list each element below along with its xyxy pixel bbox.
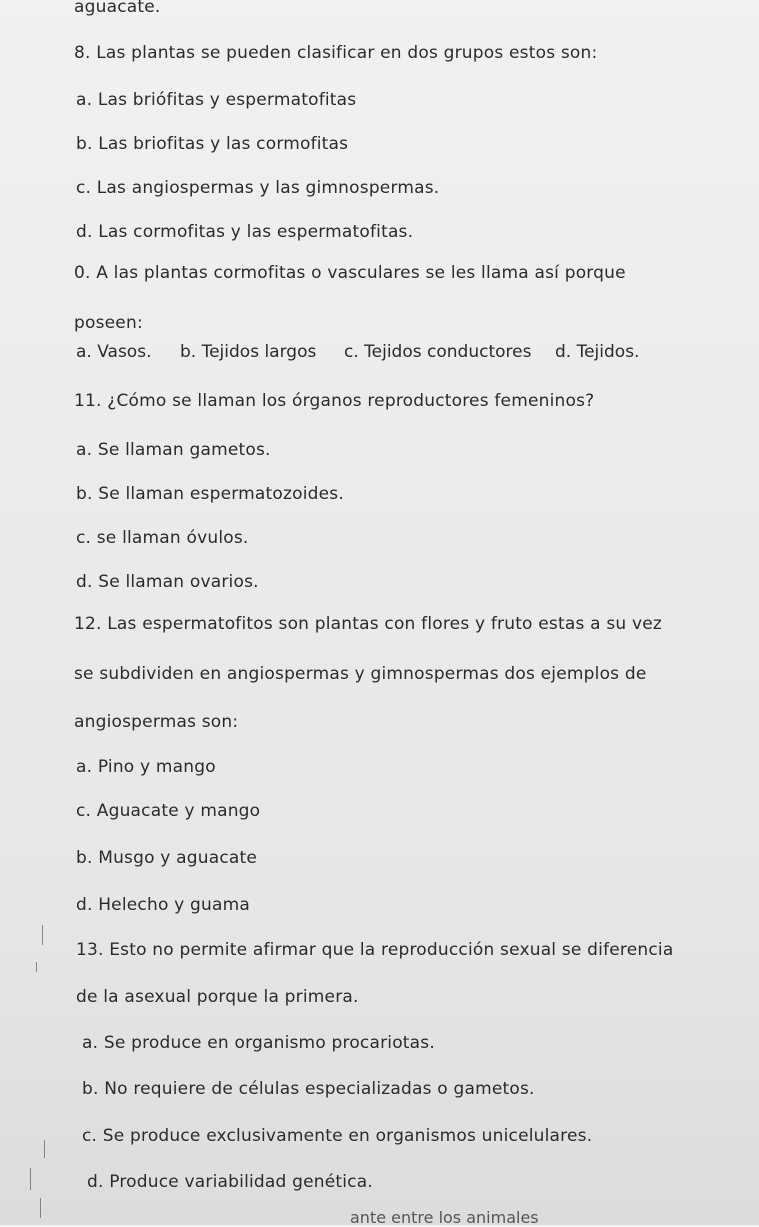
- q10-option-b: b. Tejidos largos: [180, 342, 317, 362]
- question-11: 11. ¿Cómo se llaman los órganos reproductores femeninos?: [74, 391, 595, 411]
- q10-option-a: a. Vasos.: [76, 342, 152, 362]
- q13-option-a: a. Se produce en organismo procariotas.: [82, 1033, 435, 1053]
- q12-option-b: b. Musgo y aguacate: [76, 848, 258, 868]
- question-12-line2: se subdividen en angiospermas y gimnospermas dos ejemplos de: [74, 664, 647, 684]
- question-13-line1: 13. Esto no permite afirmar que la reproducción sexual se diferencia: [76, 940, 674, 960]
- q11-option-a: a. Se llaman gametos.: [76, 440, 271, 460]
- question-13-line2: de la asexual porque la primera.: [76, 987, 359, 1007]
- q8-option-c: c. Las angiospermas y las gimnospermas.: [76, 178, 440, 198]
- margin-mark: [42, 925, 43, 945]
- q11-option-c: c. se llaman óvulos.: [76, 528, 249, 548]
- q13-option-c: c. Se produce exclusivamente en organismos unicelulares.: [82, 1126, 593, 1146]
- question-8: 8. Las plantas se pueden clasificar en dos grupos estos son:: [74, 43, 598, 63]
- q11-option-b: b. Se llaman espermatozoides.: [76, 484, 344, 504]
- question-12-line1: 12. Las espermatofitos son plantas con flores y fruto estas a su vez: [74, 614, 663, 634]
- margin-mark: [40, 1198, 41, 1218]
- margin-mark: [30, 1168, 31, 1190]
- question-12-line3: angiospermas son:: [74, 712, 239, 732]
- header-fragment: aguacate.: [74, 0, 161, 17]
- q10-options: [76, 342, 736, 362]
- q13-option-b: b. No requiere de células especializadas o gametos.: [82, 1079, 535, 1099]
- bottom-text-fragment: ante entre los animales: [350, 1208, 539, 1227]
- q11-option-d: d. Se llaman ovarios.: [76, 572, 259, 592]
- q12-option-a: a. Pino y mango: [76, 757, 216, 777]
- q8-option-d: d. Las cormofitas y las espermatofitas.: [76, 222, 414, 242]
- q13-option-d: d. Produce variabilidad genética.: [87, 1172, 373, 1192]
- margin-mark: [44, 1140, 45, 1158]
- q12-option-c: c. Aguacate y mango: [76, 801, 261, 821]
- q10-option-c: c. Tejidos conductores: [344, 342, 532, 362]
- q10-option-d: d. Tejidos.: [555, 342, 640, 362]
- q12-option-d: d. Helecho y guama: [76, 895, 250, 915]
- q8-option-b: b. Las briofitas y las cormofitas: [76, 134, 349, 154]
- q8-option-a: a. Las brióf​itas y espermatofitas: [76, 90, 357, 110]
- question-10-line2: poseen:: [74, 313, 143, 333]
- question-10-line1: 0. A las plantas cormofitas o vasculares se les llama así porque: [74, 263, 626, 283]
- margin-mark: [36, 962, 37, 972]
